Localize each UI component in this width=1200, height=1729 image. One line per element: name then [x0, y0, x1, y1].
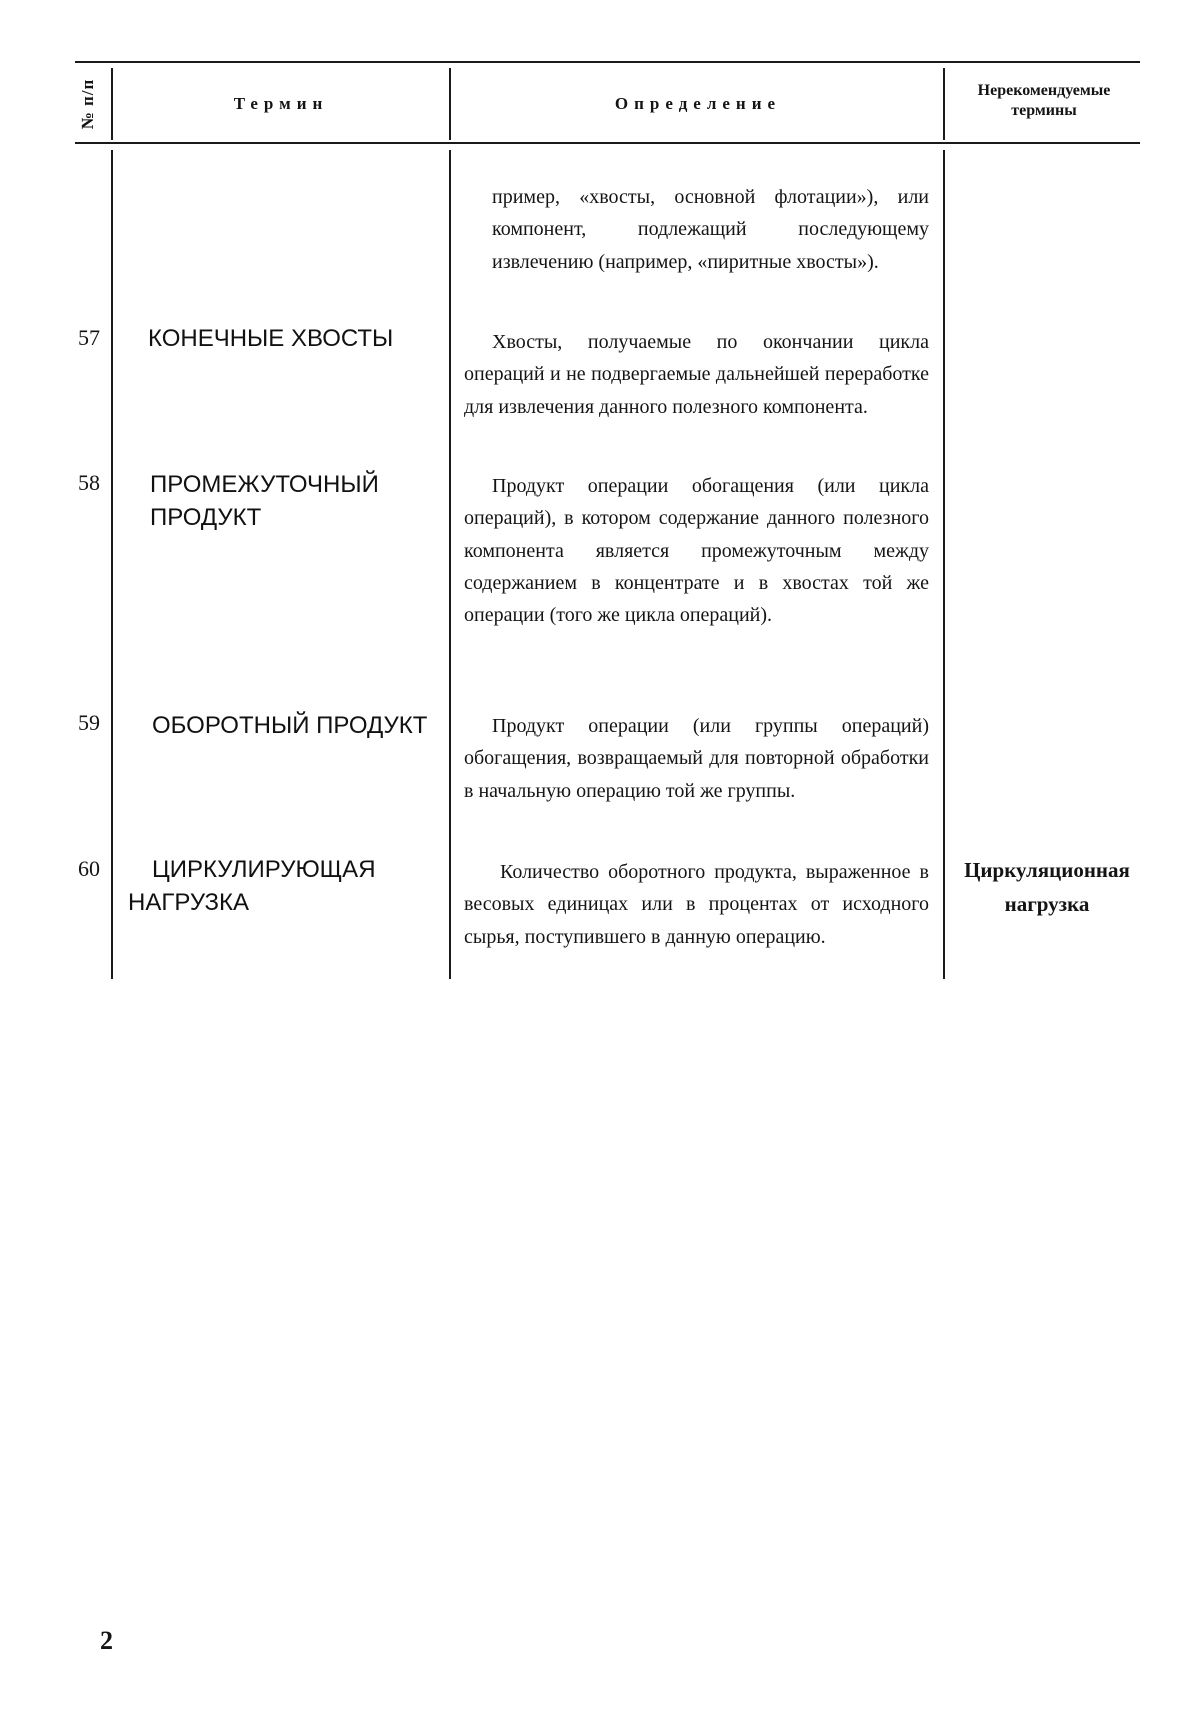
definition-text: Продукт операции обогащения (или цикла операций), в котором содержание данного полезного компонента является промежуточным между содержанием в концентрате и в хвостах той же операции (того же цикла операций).	[464, 470, 929, 631]
column-divider	[111, 150, 113, 979]
row-number: 60	[64, 856, 100, 882]
header-definition-column: Определение	[456, 94, 940, 114]
row-number: 59	[64, 710, 100, 736]
term-text: ОБОРОТНЫЙ ПРОДУКТ	[128, 709, 430, 742]
header-term-column: Термин	[118, 94, 444, 114]
definition-text: Количество оборотного продукта, выраженное в весовых единицах или в процентах от исходного сырья, поступившего в данную операцию.	[464, 856, 929, 953]
term-text: ПРОМЕЖУТОЧНЫЙ ПРОДУКТ	[150, 468, 438, 534]
page-number: 2	[100, 1626, 113, 1656]
term-text: КОНЕЧНЫЕ ХВОСТЫ	[148, 322, 438, 355]
term-text: ЦИРКУЛИРУЮЩАЯ НАГРУЗКА	[128, 853, 438, 919]
table-header-rule	[75, 142, 1140, 144]
row-number: 58	[64, 470, 100, 496]
nonrecommended-term: Циркуляционная нагрузка	[952, 853, 1142, 921]
column-divider	[943, 150, 945, 979]
column-divider	[943, 68, 945, 140]
row-number: 57	[64, 325, 100, 351]
column-divider	[111, 68, 113, 140]
definition-text: Хвосты, получаемые по окончании цикла операций и не подвергаемые дальнейшей переработке для извлечения данного полезного компонента.	[464, 326, 929, 423]
header-nonrecommended-column	[946, 81, 1142, 121]
column-divider	[449, 150, 451, 979]
table-top-rule	[75, 61, 1140, 63]
header-nonrecommended-line1: Нерекомендуемые	[946, 81, 1142, 101]
definition-continuation: пример, «хвосты, основной флотации»), или компонент, подлежащий последующему извлечению (например, «пиритные хвосты»).	[492, 181, 929, 278]
document-page	[0, 0, 1200, 1729]
header-number-label: № п/п	[78, 79, 98, 130]
header-number-column	[72, 72, 104, 136]
definition-text: Продукт операции (или группы операций) обогащения, возвращаемый для повторной обработки в начальную операцию той же группы.	[464, 710, 929, 807]
header-nonrecommended-line2: термины	[946, 101, 1142, 121]
column-divider	[449, 68, 451, 140]
